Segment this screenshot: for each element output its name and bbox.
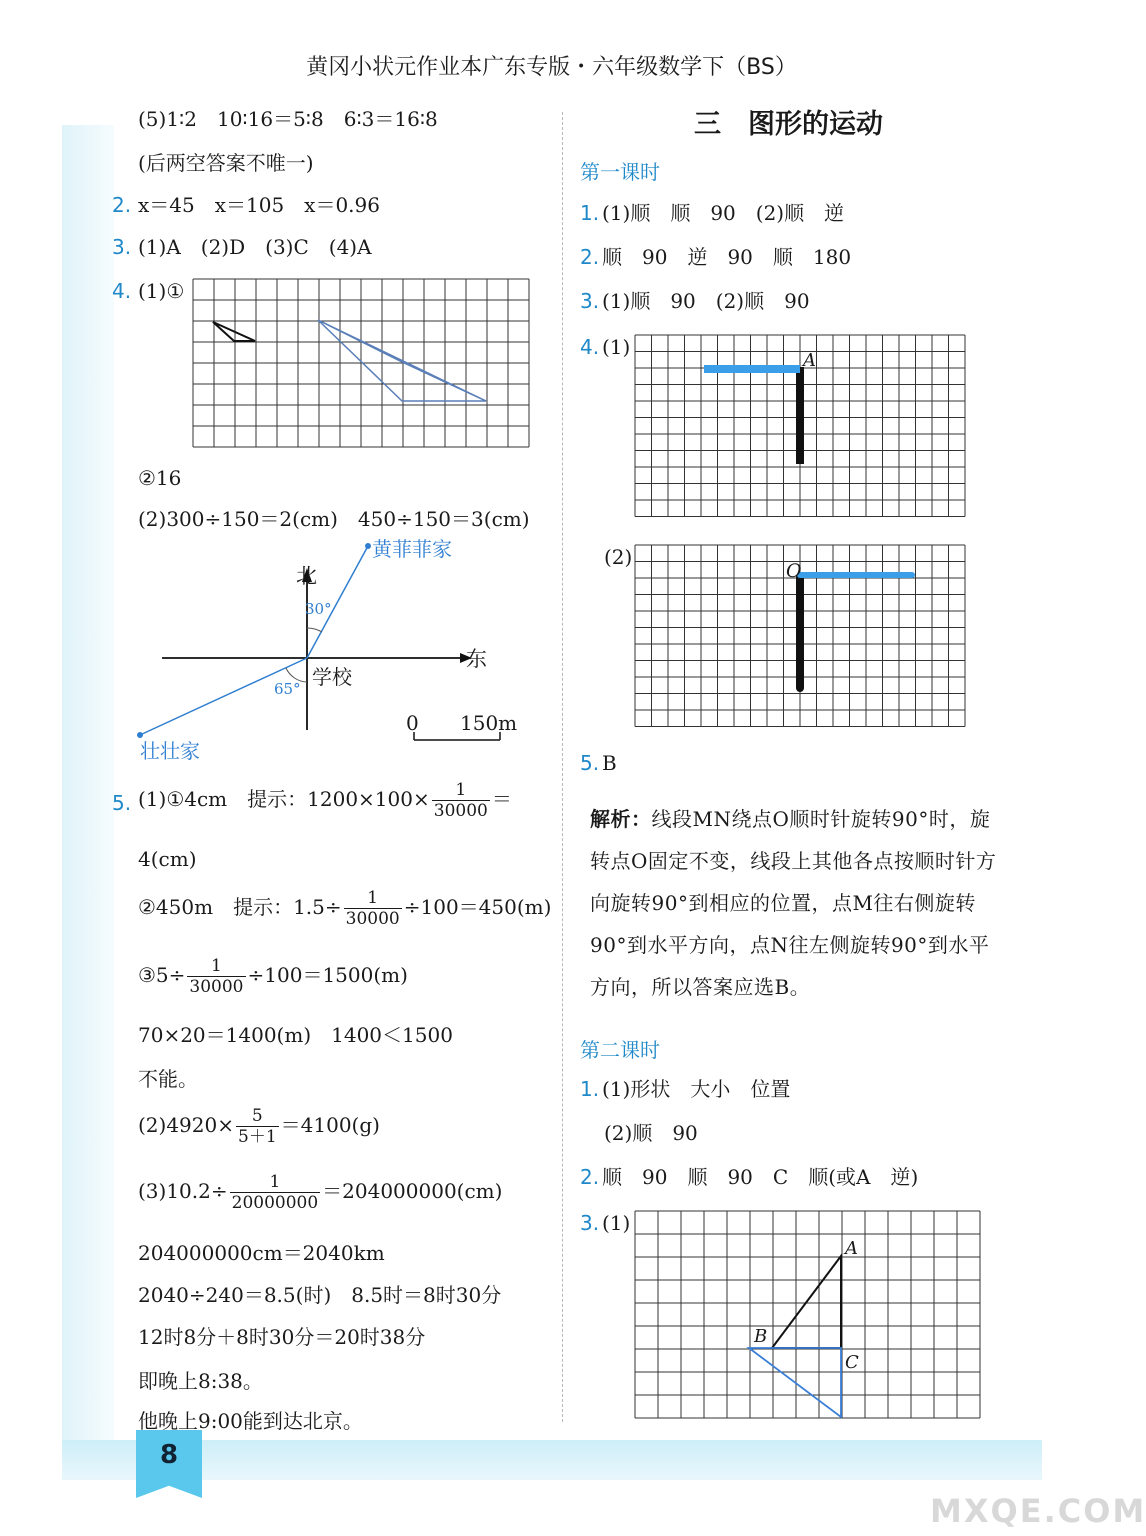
q4-number: 4. — [112, 279, 132, 303]
analysis-label: 解析： — [590, 807, 652, 831]
l2-q3-number: 3. — [580, 1211, 600, 1235]
q2-number: 2. — [112, 193, 132, 217]
triangle-label-B: B — [754, 1326, 768, 1347]
triangle-label-C: C — [845, 1352, 859, 1373]
bottom-band — [62, 1440, 1042, 1480]
q1-note: (后两空答案不唯一) — [138, 151, 314, 175]
q5-number: 5. — [112, 791, 132, 815]
fraction-1-30000-b: $\frac{1}{30000}$ — [345, 888, 400, 929]
analysis-text: 线段MN绕点O顺时针旋转90°时，旋转点O固定不变，线段上其他各点按顺时针方向旋转90°到相应的位置，点M往右侧旋转90°到水平方向，点N往左侧旋转90°到水平方向，所以答案应选B。 — [590, 807, 997, 999]
q5-line11: 12时8分＋8时30分＝20时38分 — [138, 1325, 426, 1349]
l1-q4-part1-label: (1) — [602, 335, 631, 359]
q5-line4: ③5÷ $\frac{1}{30000}$ ÷100＝1500(m) — [138, 956, 408, 997]
q5-line3: ②450m 提示：1.5÷ $\frac{1}{30000}$ ÷100＝450(m) — [138, 888, 552, 929]
q5-line6: 不能。 — [138, 1067, 198, 1091]
triangle-ABC-original — [772, 1256, 841, 1348]
fraction-5-6: $\frac{5}{5+1}$ — [238, 1106, 277, 1147]
l1-q1-number: 1. — [580, 201, 600, 225]
l1-q4-part2-label: (2) — [604, 545, 633, 569]
q3-number: 3. — [112, 235, 132, 259]
q4-circle2: ②16 — [138, 466, 182, 490]
q5-line12: 即晚上8:38。 — [138, 1369, 263, 1393]
l2-q2-number: 2. — [580, 1165, 600, 1189]
l1-q4-number: 4. — [580, 335, 600, 359]
l2-q1-answer-1: (1)形状 大小 位置 — [602, 1077, 791, 1101]
huang-home-dot — [365, 543, 371, 549]
q1-5-line: (5)1∶2 10∶16＝5∶8 6∶3＝16∶8 — [138, 107, 438, 131]
map-school: 学校 — [312, 665, 352, 689]
l2-q1-number: 1. — [580, 1077, 600, 1101]
l2-q3-label: (1) — [602, 1211, 631, 1235]
label-point-O: O — [786, 560, 802, 582]
fraction-1-30000: $\frac{1}{30000}$ — [433, 780, 488, 821]
l2-q2-answer: 顺 90 顺 90 C 顺(或A 逆) — [602, 1165, 919, 1189]
q5-line13: 他晚上9:00能到达北京。 — [138, 1409, 363, 1433]
q2-answer: x＝45 x＝105 x＝0.96 — [138, 193, 380, 217]
l1-q5-number: 5. — [580, 751, 600, 775]
page-number: 8 — [159, 1440, 179, 1470]
header-title: 黄冈小状元作业本广东专版・六年级数学下（BS） — [306, 55, 797, 80]
map-angle-30: 30° — [305, 600, 332, 618]
q5-line10: 2040÷240＝8.5(时) 8.5时＝8时30分 — [138, 1283, 502, 1307]
q3-answer: (1)A (2)D (3)C (4)A — [138, 235, 372, 259]
l1-q3-answer: (1)顺 90 (2)顺 90 — [602, 289, 810, 313]
q5-line1 — [138, 780, 512, 821]
l1-q2-answer: 顺 90 逆 90 顺 180 — [602, 245, 852, 269]
column-divider — [562, 112, 563, 1422]
q4-label: (1)① — [138, 279, 185, 303]
analysis-block — [590, 798, 1002, 1008]
fraction-1-20000000: $\frac{1}{20000000}$ — [231, 1172, 319, 1213]
small-triangle — [213, 322, 255, 341]
q5-line8: (3)10.2÷ $\frac{1}{20000000}$ ＝204000000(cm) — [138, 1172, 503, 1213]
l1-q1-answer: (1)顺 顺 90 (2)顺 逆 — [602, 201, 845, 225]
q5-line5: 70×20＝1400(m) 1400＜1500 — [138, 1023, 453, 1047]
rotation-grid-1 — [634, 334, 968, 518]
angle-arc-30 — [307, 628, 322, 632]
l1-q3-number: 3. — [580, 289, 600, 313]
label-point-A: A — [803, 350, 816, 371]
lesson1-heading: 第一课时 — [580, 160, 660, 184]
q5-line9: 204000000cm＝2040km — [138, 1241, 385, 1265]
q5-line1-text-b: ＝ — [491, 787, 512, 811]
left-margin-band — [62, 125, 114, 1455]
q5-line1-text-a: (1)①4cm 提示：1200×100× — [138, 787, 430, 811]
triangle-rotation-grid — [634, 1210, 980, 1420]
enlarged-triangle-edge — [318, 320, 486, 401]
q4-grid-figure — [192, 278, 536, 446]
l1-q2-number: 2. — [580, 245, 600, 269]
chapter-title: 三 图形的运动 — [694, 109, 883, 140]
lesson2-heading: 第二课时 — [580, 1038, 660, 1062]
map-angle-65: 65° — [274, 680, 301, 698]
triangle-rotated — [749, 1348, 841, 1417]
map-east: 东 — [466, 647, 487, 671]
triangle-label-A: A — [845, 1238, 858, 1259]
grid-lines — [635, 1211, 980, 1418]
watermark: MXQE.COM — [930, 1492, 1146, 1530]
map-scale-length: 150m — [460, 711, 518, 735]
l1-q5-answer: B — [602, 751, 617, 775]
map-house-zhuang: 壮壮家 — [140, 739, 200, 763]
fraction-1-30000-c: $\frac{1}{30000}$ — [189, 956, 244, 997]
q5-line2: 4(cm) — [138, 847, 197, 871]
map-scale-zero: 0 — [406, 711, 419, 735]
grid-lines — [193, 279, 529, 447]
map-house-huang: 黄菲菲家 — [372, 537, 452, 561]
q4-2-answer: (2)300÷150＝2(cm) 450÷150＝3(cm) — [138, 507, 530, 531]
q5-line7: (2)4920× $\frac{5}{5+1}$ ＝4100(g) — [138, 1106, 380, 1147]
map-north: 北 — [296, 564, 317, 588]
l2-q1-answer-2: (2)顺 90 — [604, 1121, 698, 1145]
